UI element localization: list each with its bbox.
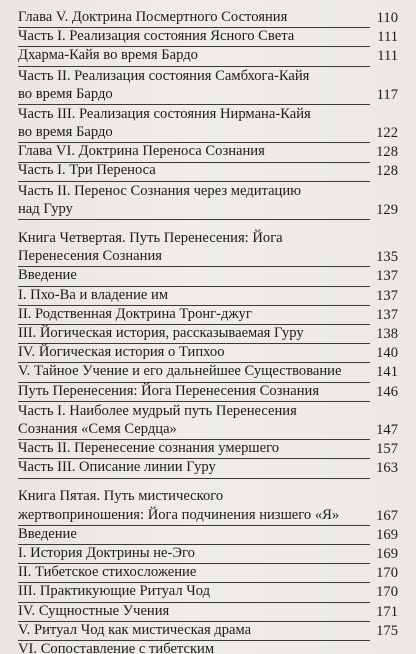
- toc-page-number: 171: [376, 603, 398, 620]
- leader-rule: [218, 478, 370, 479]
- toc-entry: [18, 383, 398, 402]
- toc-page-number: 140: [376, 345, 398, 362]
- toc-entry-title: Глава VI. Доктрина Переноса Сознания: [18, 142, 267, 162]
- toc-page-number: 170: [376, 584, 398, 601]
- toc-entry-last-line: [18, 440, 398, 459]
- toc-entry-title: Часть II. Реализация состояния Самбхога-Кайя: [18, 67, 310, 84]
- toc-page-number: 111: [377, 48, 398, 65]
- toc-entry: [18, 641, 398, 654]
- toc-entry: [18, 28, 398, 47]
- toc-entry: [18, 67, 398, 105]
- toc-entry: [18, 344, 398, 363]
- toc-page-number: 129: [376, 201, 398, 218]
- toc-entry-last-line: [18, 9, 398, 28]
- toc-entry-last-line: [18, 143, 398, 162]
- toc-entry-last-line: [18, 287, 398, 306]
- toc-entry-last-line: [18, 622, 398, 641]
- toc-entry-last-line: [18, 459, 398, 478]
- toc-page-number: 128: [376, 163, 398, 180]
- toc-entry: [18, 440, 398, 459]
- toc-entry: [18, 545, 398, 564]
- toc-entry-line: [18, 402, 398, 421]
- toc-entry-title: Часть I. Наиболее мудрый путь Перенесения: [18, 402, 297, 419]
- toc-entry: [18, 182, 398, 220]
- toc-entry-title: Сознания «Семя Сердца»: [18, 420, 179, 440]
- toc-page-number: 167: [376, 507, 398, 524]
- toc-page-number: 157: [376, 441, 398, 458]
- toc-entry: [18, 306, 398, 325]
- toc-entry-last-line: [18, 325, 398, 344]
- toc-entry-line: [18, 488, 398, 507]
- toc-entry-last-line: [18, 124, 398, 143]
- toc-entry-last-line: [18, 545, 398, 564]
- toc-entry-title: IV. Йогическая история о Типхоо: [18, 343, 227, 363]
- toc-entry-title: I. История Доктрины не-Эго: [18, 544, 197, 564]
- toc-page-number: 147: [376, 421, 398, 438]
- section-gap: [18, 479, 398, 488]
- toc-entry: [18, 488, 398, 526]
- toc-page-number: 110: [376, 9, 398, 26]
- toc-entry-title: II. Родственная Доктрина Тронг-джуг: [18, 305, 254, 325]
- toc-entry-title: I. Пхо-Ва и владение им: [18, 286, 170, 306]
- toc-entry: [18, 363, 398, 382]
- toc-page-number: 170: [376, 565, 398, 582]
- toc-entry-title: Перенесения Сознания: [18, 247, 164, 267]
- toc-entry-title: Книга Четвертая. Путь Перенесения: Йога: [18, 230, 283, 247]
- toc-entry-last-line: [18, 507, 398, 526]
- toc-entry-title: во время Бардо: [18, 123, 115, 143]
- toc-page-number: 175: [376, 622, 398, 639]
- toc-page-number: 141: [376, 364, 398, 381]
- toc-entry-title: V. Тайное Учение и его дальнейшее Существование: [18, 362, 343, 382]
- toc-entry: [18, 583, 398, 602]
- toc-entry-line: [18, 105, 398, 124]
- leader-rule: [75, 219, 370, 220]
- toc-entry: [18, 564, 398, 583]
- toc-entry-last-line: [18, 583, 398, 602]
- toc-entry-line: [18, 229, 398, 248]
- toc-entry-title: Часть II. Перенесение сознания умершего: [18, 439, 281, 459]
- toc-page-number: 169: [376, 526, 398, 543]
- toc-page-number: 169: [376, 546, 398, 563]
- toc-entry-title: Дхарма-Кайя во время Бардо: [18, 46, 200, 66]
- toc-entry-title: IV. Сущностные Учения: [18, 602, 171, 622]
- toc-entry-last-line: [18, 28, 398, 47]
- toc-entry: [18, 9, 398, 28]
- toc-page-number: 128: [376, 144, 398, 161]
- table-of-contents: [18, 9, 398, 654]
- toc-entry: [18, 47, 398, 66]
- toc-entry: [18, 622, 398, 641]
- toc-entry-title: Часть I. Три Переноса: [18, 161, 158, 181]
- toc-entry-title: V. Ритуал Чод как мистическая драма: [18, 621, 253, 641]
- toc-entry-title: над Гуру: [18, 200, 75, 220]
- toc-entry-last-line: [18, 603, 398, 622]
- toc-page-number: 122: [376, 125, 398, 142]
- toc-page-number: 111: [377, 29, 398, 46]
- toc-entry-last-line: [18, 163, 398, 182]
- toc-entry-title: II. Тибетское стихосложение: [18, 563, 198, 583]
- toc-entry: [18, 459, 398, 478]
- toc-entry-title: Введение: [18, 266, 79, 286]
- toc-entry-title: Часть I. Реализация состояния Ясного Света: [18, 27, 296, 47]
- toc-page-number: 137: [376, 287, 398, 304]
- toc-page-number: 138: [376, 325, 398, 342]
- toc-entry-title: Путь Перенесения: Йога Перенесения Сознания: [18, 382, 321, 402]
- toc-entry-last-line: [18, 363, 398, 382]
- toc-entry-last-line: [18, 641, 398, 654]
- toc-entry-title: Введение: [18, 525, 79, 545]
- toc-page-number: 137: [376, 268, 398, 285]
- toc-entry-last-line: [18, 86, 398, 105]
- toc-page-number: 163: [376, 460, 398, 477]
- toc-entry-last-line: [18, 383, 398, 402]
- toc-entry-last-line: [18, 564, 398, 583]
- toc-entry-line: [18, 182, 398, 201]
- toc-page-number: 146: [376, 383, 398, 400]
- toc-entry-last-line: [18, 248, 398, 267]
- toc-entry-last-line: [18, 421, 398, 440]
- toc-entry-title: Часть II. Перенос Сознания через медитацию: [18, 182, 302, 199]
- toc-entry-last-line: [18, 526, 398, 545]
- toc-page-number: 117: [376, 86, 398, 103]
- toc-entry-title: Глава V. Доктрина Посмертного Состояния: [18, 8, 289, 28]
- toc-entry-title: VI. Сопоставление с тибетским: [18, 640, 216, 654]
- toc-entry-last-line: [18, 47, 398, 66]
- toc-entry-title: Часть III. Описание линии Гуру: [18, 458, 218, 478]
- toc-entry: [18, 526, 398, 545]
- toc-entry-last-line: [18, 267, 398, 286]
- toc-entry: [18, 325, 398, 344]
- toc-entry-last-line: [18, 201, 398, 220]
- toc-entry-title: Часть III. Реализация состояния Нирмана-Кайя: [18, 105, 311, 122]
- toc-entry: [18, 287, 398, 306]
- toc-entry: [18, 402, 398, 440]
- toc-entry-title: III. Практикующие Ритуал Чод: [18, 582, 212, 602]
- toc-page-number: 135: [376, 249, 398, 266]
- toc-entry: [18, 163, 398, 182]
- toc-entry-title: Книга Пятая. Путь мистического: [18, 488, 224, 505]
- toc-entry: [18, 105, 398, 143]
- toc-entry: [18, 229, 398, 267]
- toc-entry-title: жертвоприношения: Йога подчинения низшего «Я»: [18, 506, 341, 526]
- toc-entry-title: во время Бардо: [18, 85, 115, 105]
- toc-entry: [18, 267, 398, 286]
- toc-page-number: 137: [376, 306, 398, 323]
- toc-entry-last-line: [18, 344, 398, 363]
- toc-entry: [18, 603, 398, 622]
- section-gap: [18, 220, 398, 229]
- toc-entry: [18, 143, 398, 162]
- toc-entry-line: [18, 67, 398, 86]
- toc-entry-title: III. Йогическая история, рассказываемая Гуру: [18, 324, 306, 344]
- toc-entry-last-line: [18, 306, 398, 325]
